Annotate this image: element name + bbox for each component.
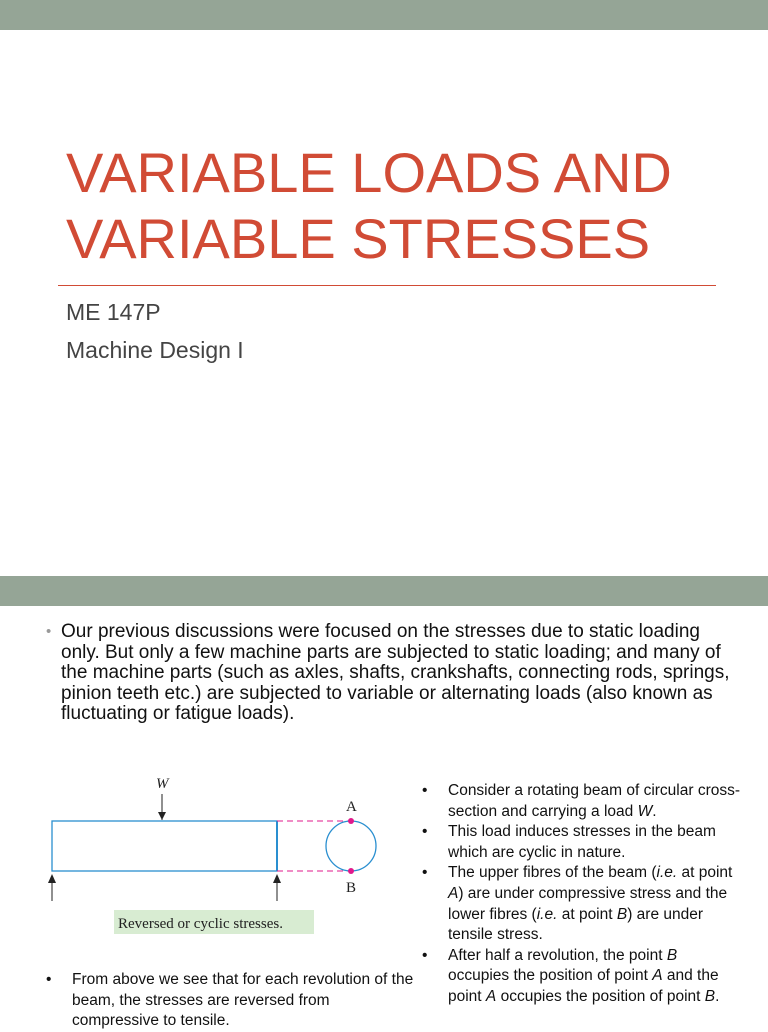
figure-caption: Reversed or cyclic stresses. <box>118 916 283 932</box>
support-right-arrow <box>273 874 281 883</box>
point-a-label: A <box>346 799 357 815</box>
list-item: • The upper fibres of the beam (i.e. at point A) are under compressive stress and the lower fibres (i.e. at point B) are under tensile stress. <box>422 864 733 944</box>
load-arrow-head <box>158 812 166 820</box>
support-left-arrow <box>48 874 56 883</box>
list-item: • From above we see that for each revolution of the beam, the stresses are reversed from compressive to tensile. <box>46 971 414 1030</box>
intro-text: Our previous discussions were focused on the stresses due to static loading only. But only a few machine parts are subjected to static loading; and many of the machine parts (such as axles, shafts, crankshafts, connecting rods, springs, pinion teeth etc.) are subjected to variable or alternating loads (also known as fluctuating or fatigue loads). <box>61 621 730 724</box>
load-label: W <box>156 776 169 792</box>
slide-header-bar <box>0 0 768 30</box>
list-item: • This load induces stresses in the beam which are cyclic in nature. <box>422 823 716 861</box>
list-item: • After half a revolution, the point B occupies the position of point A and the point A occupies the position of point B. <box>422 946 720 1005</box>
slide-title: VARIABLE LOADS AND VARIABLE STRESSES <box>66 141 672 270</box>
cross-section <box>326 821 376 871</box>
slide-header-bar <box>0 576 768 606</box>
left-bullet-list <box>46 970 416 1032</box>
point-b-label: B <box>346 880 357 896</box>
title-divider <box>58 285 716 286</box>
bullet-text: From above we see that for each revolution of the beam, the stresses are reversed from compressive to tensile. <box>72 971 414 1030</box>
course-name: Machine Design I <box>66 337 244 363</box>
right-bullet-list <box>422 781 742 1008</box>
intro-list <box>46 622 736 725</box>
beam <box>52 821 277 871</box>
course-code: ME 147P <box>66 299 161 325</box>
bullet-icon: • <box>46 623 52 640</box>
list-item <box>46 622 736 725</box>
point-a-marker <box>348 818 354 824</box>
rotating-beam-figure <box>40 770 400 970</box>
list-item: • Consider a rotating beam of circular cross-section and carrying a load W. <box>422 782 741 820</box>
point-b-marker <box>348 868 354 874</box>
